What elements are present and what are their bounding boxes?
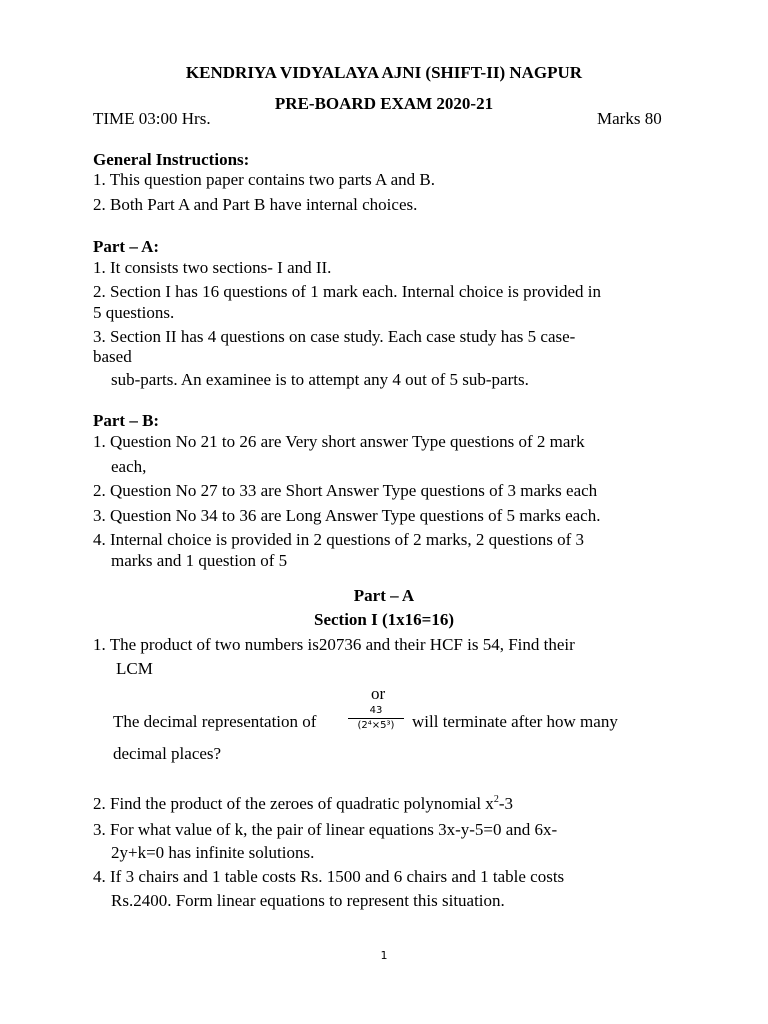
part-b-line: 3. Question No 34 to 36 are Long Answer Type questions of 5 marks each. <box>93 506 601 525</box>
part-b-line: each, <box>111 457 147 476</box>
general-instructions-title: General Instructions: <box>93 150 250 169</box>
part-a-line: 3. Section II has 4 questions on case study. Each case study has 5 case- <box>93 327 576 346</box>
fraction <box>346 704 406 733</box>
section-heading: Section I (1x16=16) <box>313 610 454 629</box>
question-3-cont: 2y+k=0 has infinite solutions. <box>111 843 315 862</box>
general-instruction-line: 1. This question paper contains two parts A and B. <box>93 170 436 189</box>
part-a-title: Part – A: <box>93 237 160 256</box>
part-b-line: marks and 1 question of 5 <box>111 551 288 570</box>
question-3: 3. For what value of k, the pair of linear equations 3x-y-5=0 and 6x- <box>93 820 558 839</box>
part-a-line: 5 questions. <box>93 303 175 322</box>
question-2-text: 2. Find the product of the zeroes of quadratic polynomial x <box>93 794 494 813</box>
school-name: KENDRIYA VIDYALAYA AJNI (SHIFT-II) NAGPUR <box>185 63 583 82</box>
part-a-line: 1. It consists two sections- I and II. <box>93 258 332 277</box>
part-a-line: sub-parts. An examinee is to attempt any 4 out of 5 sub-parts. <box>111 370 529 389</box>
exponent: 2 <box>493 794 499 805</box>
exam-time: TIME 03:00 Hrs. <box>93 109 211 128</box>
part-b-line: 2. Question No 27 to 33 are Short Answer Type questions of 3 marks each <box>93 481 598 500</box>
fraction-denominator: (2⁴×5³) <box>357 720 395 731</box>
question-2 <box>93 794 513 814</box>
question-1-cont: LCM <box>116 659 153 678</box>
part-a-line: 2. Section I has 16 questions of 1 mark each. Internal choice is provided in <box>93 282 601 301</box>
exam-marks: Marks 80 <box>597 109 662 128</box>
or-label: or <box>371 684 386 703</box>
question-1-alt-cont: will terminate after how many <box>412 712 618 731</box>
question-1-alt: The decimal representation of <box>113 712 317 731</box>
exam-title: PRE-BOARD EXAM 2020-21 <box>274 94 494 113</box>
page-number: 1 <box>380 949 388 962</box>
question-1-alt-line2: decimal places? <box>113 744 222 763</box>
question-4-cont: Rs.2400. Form linear equations to represent this situation. <box>111 891 505 910</box>
question-1: 1. The product of two numbers is20736 and their HCF is 54, Find their <box>93 635 575 654</box>
question-4: 4. If 3 chairs and 1 table costs Rs. 1500 and 6 chairs and 1 table costs <box>93 867 565 886</box>
question-2-tail: -3 <box>498 794 513 813</box>
general-instruction-line: 2. Both Part A and Part B have internal choices. <box>93 195 418 214</box>
fraction-numerator: 43 <box>369 705 383 716</box>
part-b-line: 1. Question No 21 to 26 are Very short answer Type questions of 2 mark <box>93 432 585 451</box>
part-a-line: based <box>93 347 132 366</box>
part-b-line: 4. Internal choice is provided in 2 questions of 2 marks, 2 questions of 3 <box>93 530 585 549</box>
part-a-heading: Part – A <box>353 586 415 605</box>
part-b-title: Part – B: <box>93 411 160 430</box>
